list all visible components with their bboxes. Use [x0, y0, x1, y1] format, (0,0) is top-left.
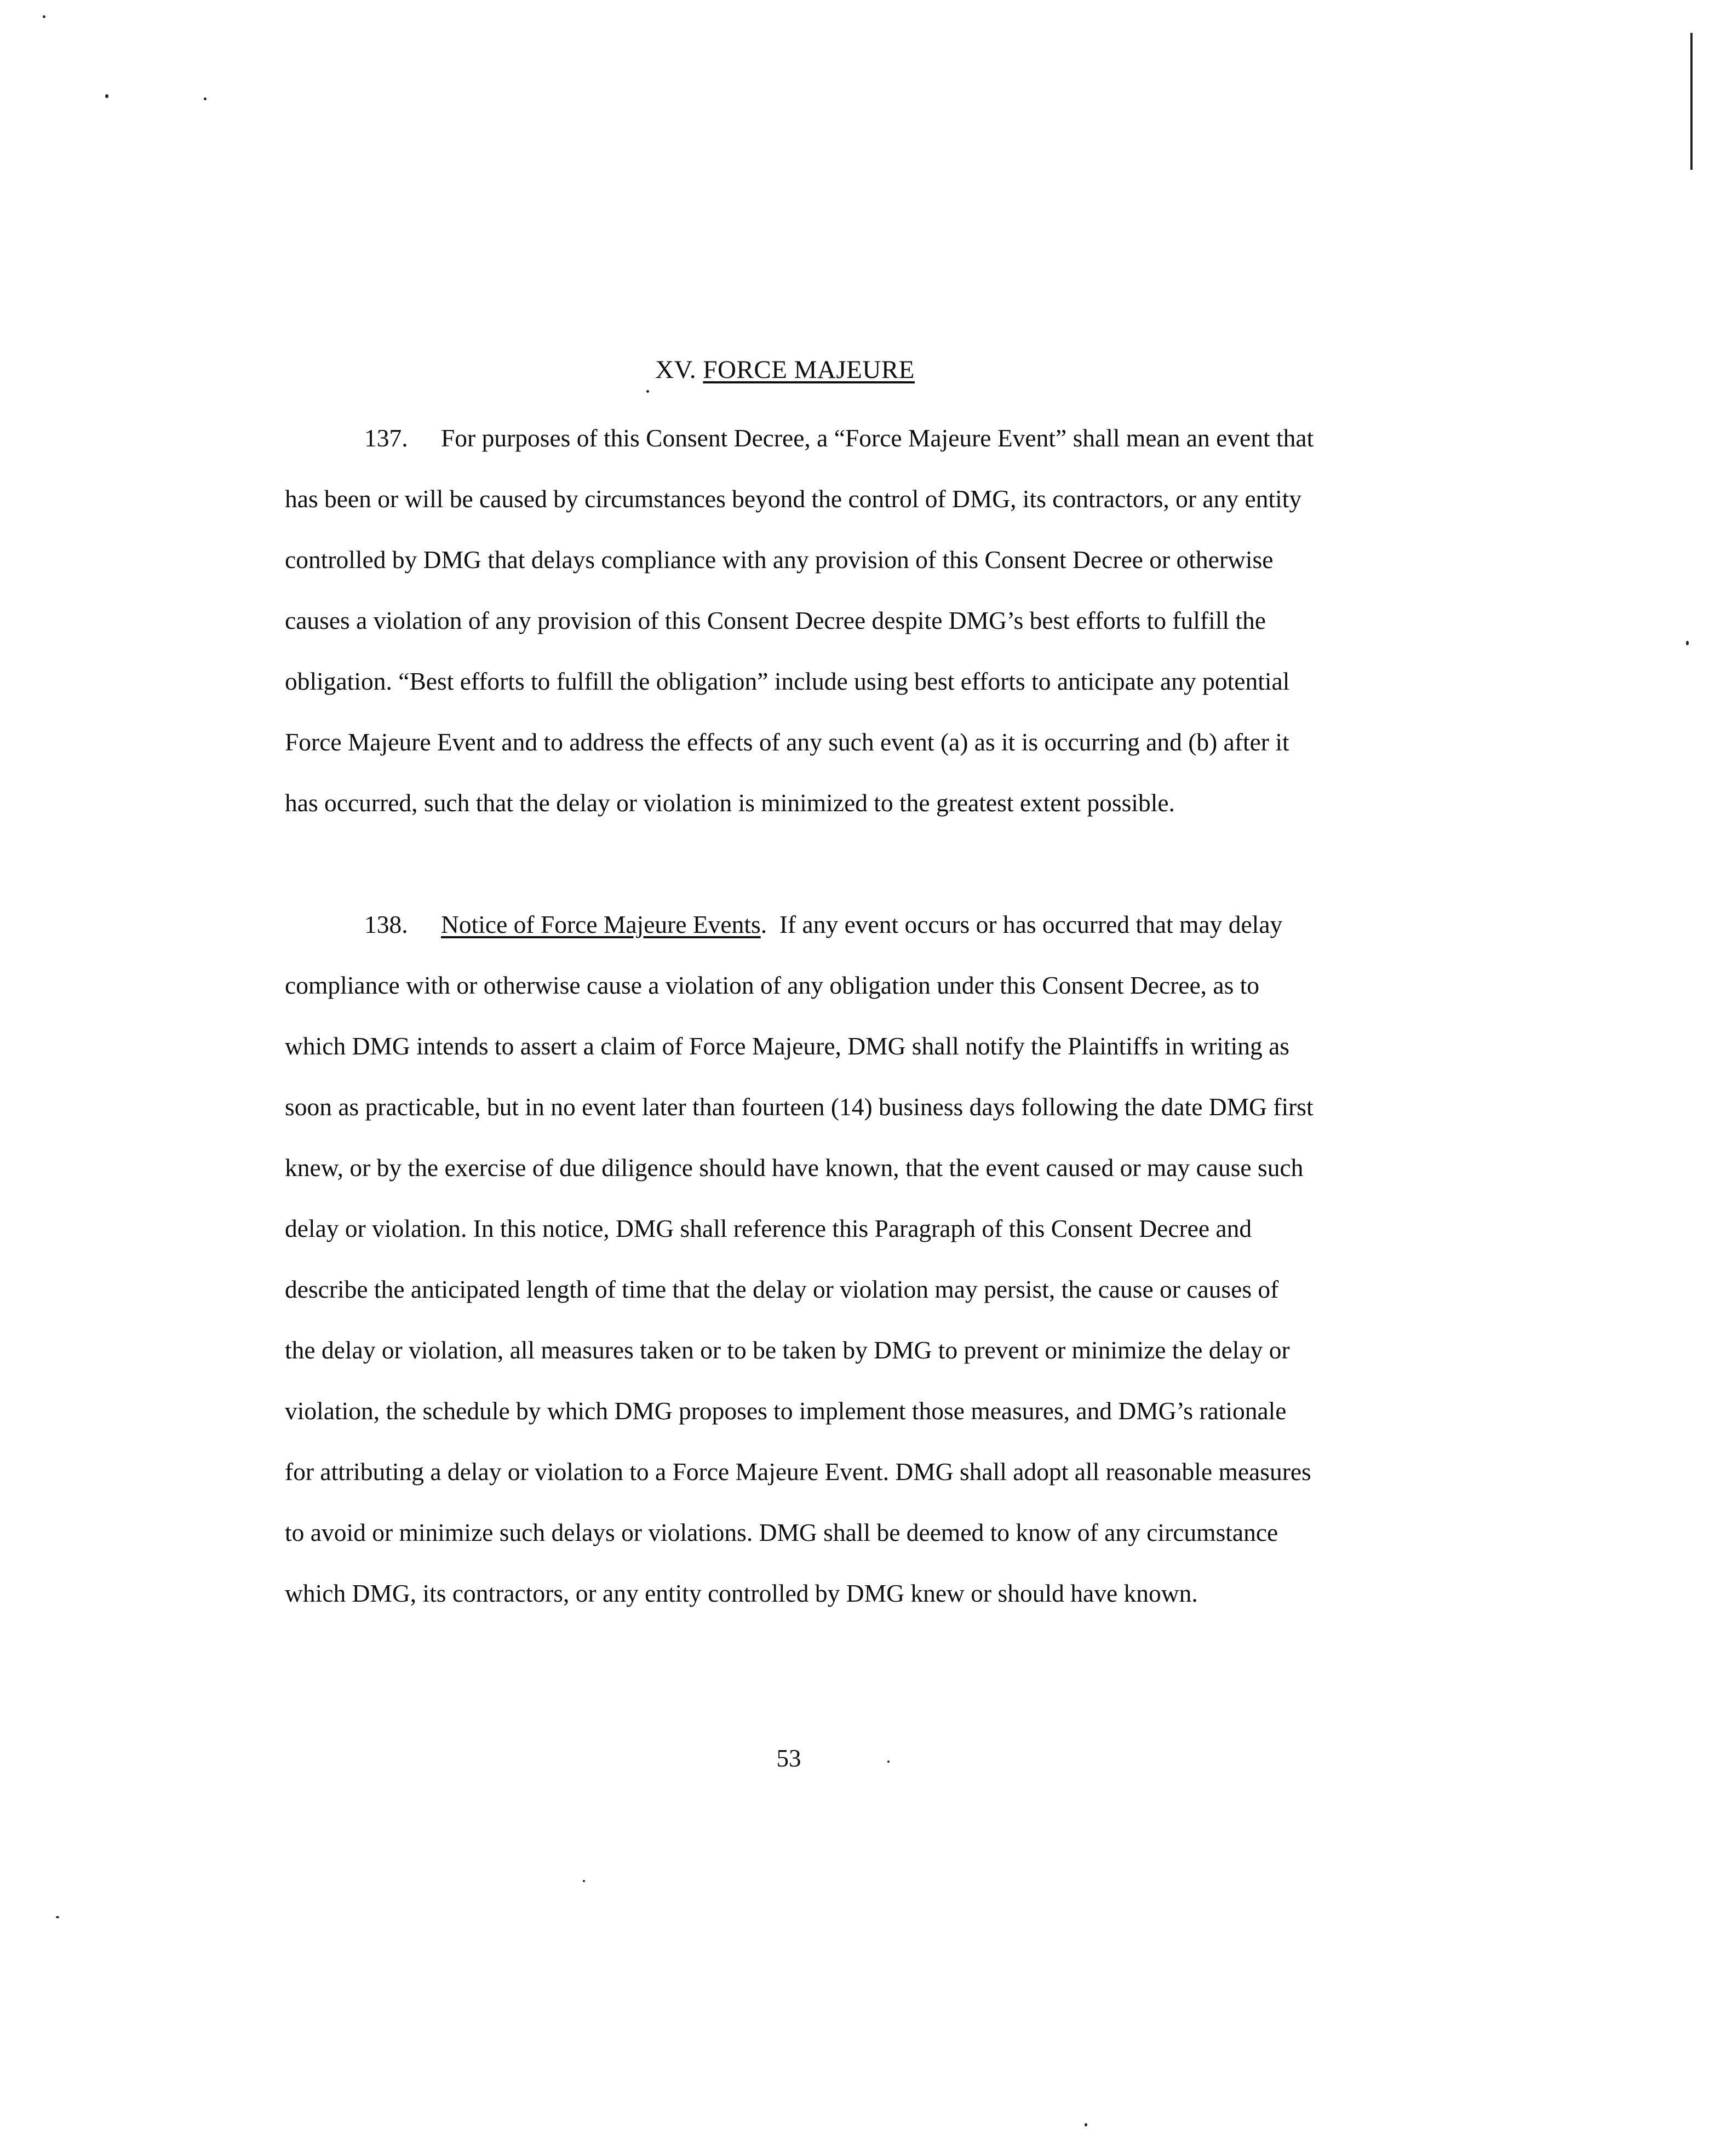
section-heading [0, 355, 1570, 385]
scan-speck [204, 98, 207, 100]
scan-speck [646, 390, 649, 393]
scan-speck [43, 15, 45, 18]
scan-speck [105, 94, 108, 98]
paragraph-text: For purposes of this Consent Decree, a “Force Majeure Event” shall mean an event that has been or will be caused by circumstances beyond the control of DMG, its contractors, or any entity controlled by DMG that delays compliance with any provision of this Consent Decree or otherwise causes a violation of any provision of this Consent Decree despite DMG’s best efforts to fulfill the obligation. “Best efforts to fulfill the obligation” include using best efforts to anticipate any potential Force Majeure Event and to address the effects of any such event (a) as it is occurring and (b) after it has occurred, such that the delay or violation is minimized to the greatest extent possible. [285, 424, 1314, 817]
scan-speck [1085, 2123, 1087, 2126]
section-number: XV. [655, 355, 697, 384]
scan-speck [583, 1880, 585, 1882]
page-number: 53 [776, 1745, 801, 1772]
scan-speck [56, 1916, 59, 1918]
scan-speck [887, 1761, 890, 1763]
paragraph-number: 138. [364, 910, 408, 938]
scan-margin-mark [1690, 33, 1693, 170]
paragraph-number: 137. [364, 424, 408, 452]
paragraph-text: If any event occurs or has occurred that may delay compliance with or otherwise cause a violation of any obligation under this Consent Decree, as to which DMG intends to assert a claim of Force Majeure, DMG shall notify the Plaintiffs in writing as soon as practicable, but in no event later than fourteen (14) business days following the date DMG first knew, or by the exercise of due diligence should have known, that the event caused or may cause such delay or violation. In this notice, DMG shall reference this Paragraph of this Consent Decree and describe the anticipated length of time that the delay or violation may persist, the cause or causes of the delay or violation, all measures taken or to be taken by DMG to prevent or minimize the delay or violation, the schedule by which DMG proposes to implement those measures, and DMG’s rationale for attributing a delay or violation to a Force Majeure Event. DMG shall adopt all reasonable measures to avoid or minimize such delays or violations. DMG shall be deemed to know of any circumstance which DMG, its contractors, or any entity controlled by DMG knew or should have known. [285, 910, 1314, 1607]
scan-speck [1686, 641, 1689, 645]
section-title: FORCE MAJEURE [703, 355, 915, 384]
paragraph-heading: Notice of Force Majeure Events [441, 910, 761, 938]
paragraph-138: 138. Notice of Force Majeure Events. If any event occurs or has occurred that may delay compliance with or otherwise cause a violation of any obligation under this Consent Decree, as to which DMG intends to assert a claim of Force Majeure, DMG shall notify the Plaintiffs in writing as soon as practicable, but in no event later than fourteen (14) business days following the date DMG first knew, or by the exercise of due diligence should have known, that the event caused or may cause such delay or violation. In this notice, DMG shall reference this Paragraph of this Consent Decree and describe the anticipated length of time that the delay or violation may persist, the cause or causes of the delay or violation, all measures taken or to be taken by DMG to prevent or minimize the delay or violation, the schedule by which DMG proposes to implement those measures, and DMG’s rationale for attributing a delay or violation to a Force Majeure Event. DMG shall adopt all reasonable measures to avoid or minimize such delays or violations. DMG shall be deemed to know of any circumstance which DMG, its contractors, or any entity controlled by DMG knew or should have known. [285, 894, 1315, 1624]
paragraph-137 [285, 408, 1315, 833]
